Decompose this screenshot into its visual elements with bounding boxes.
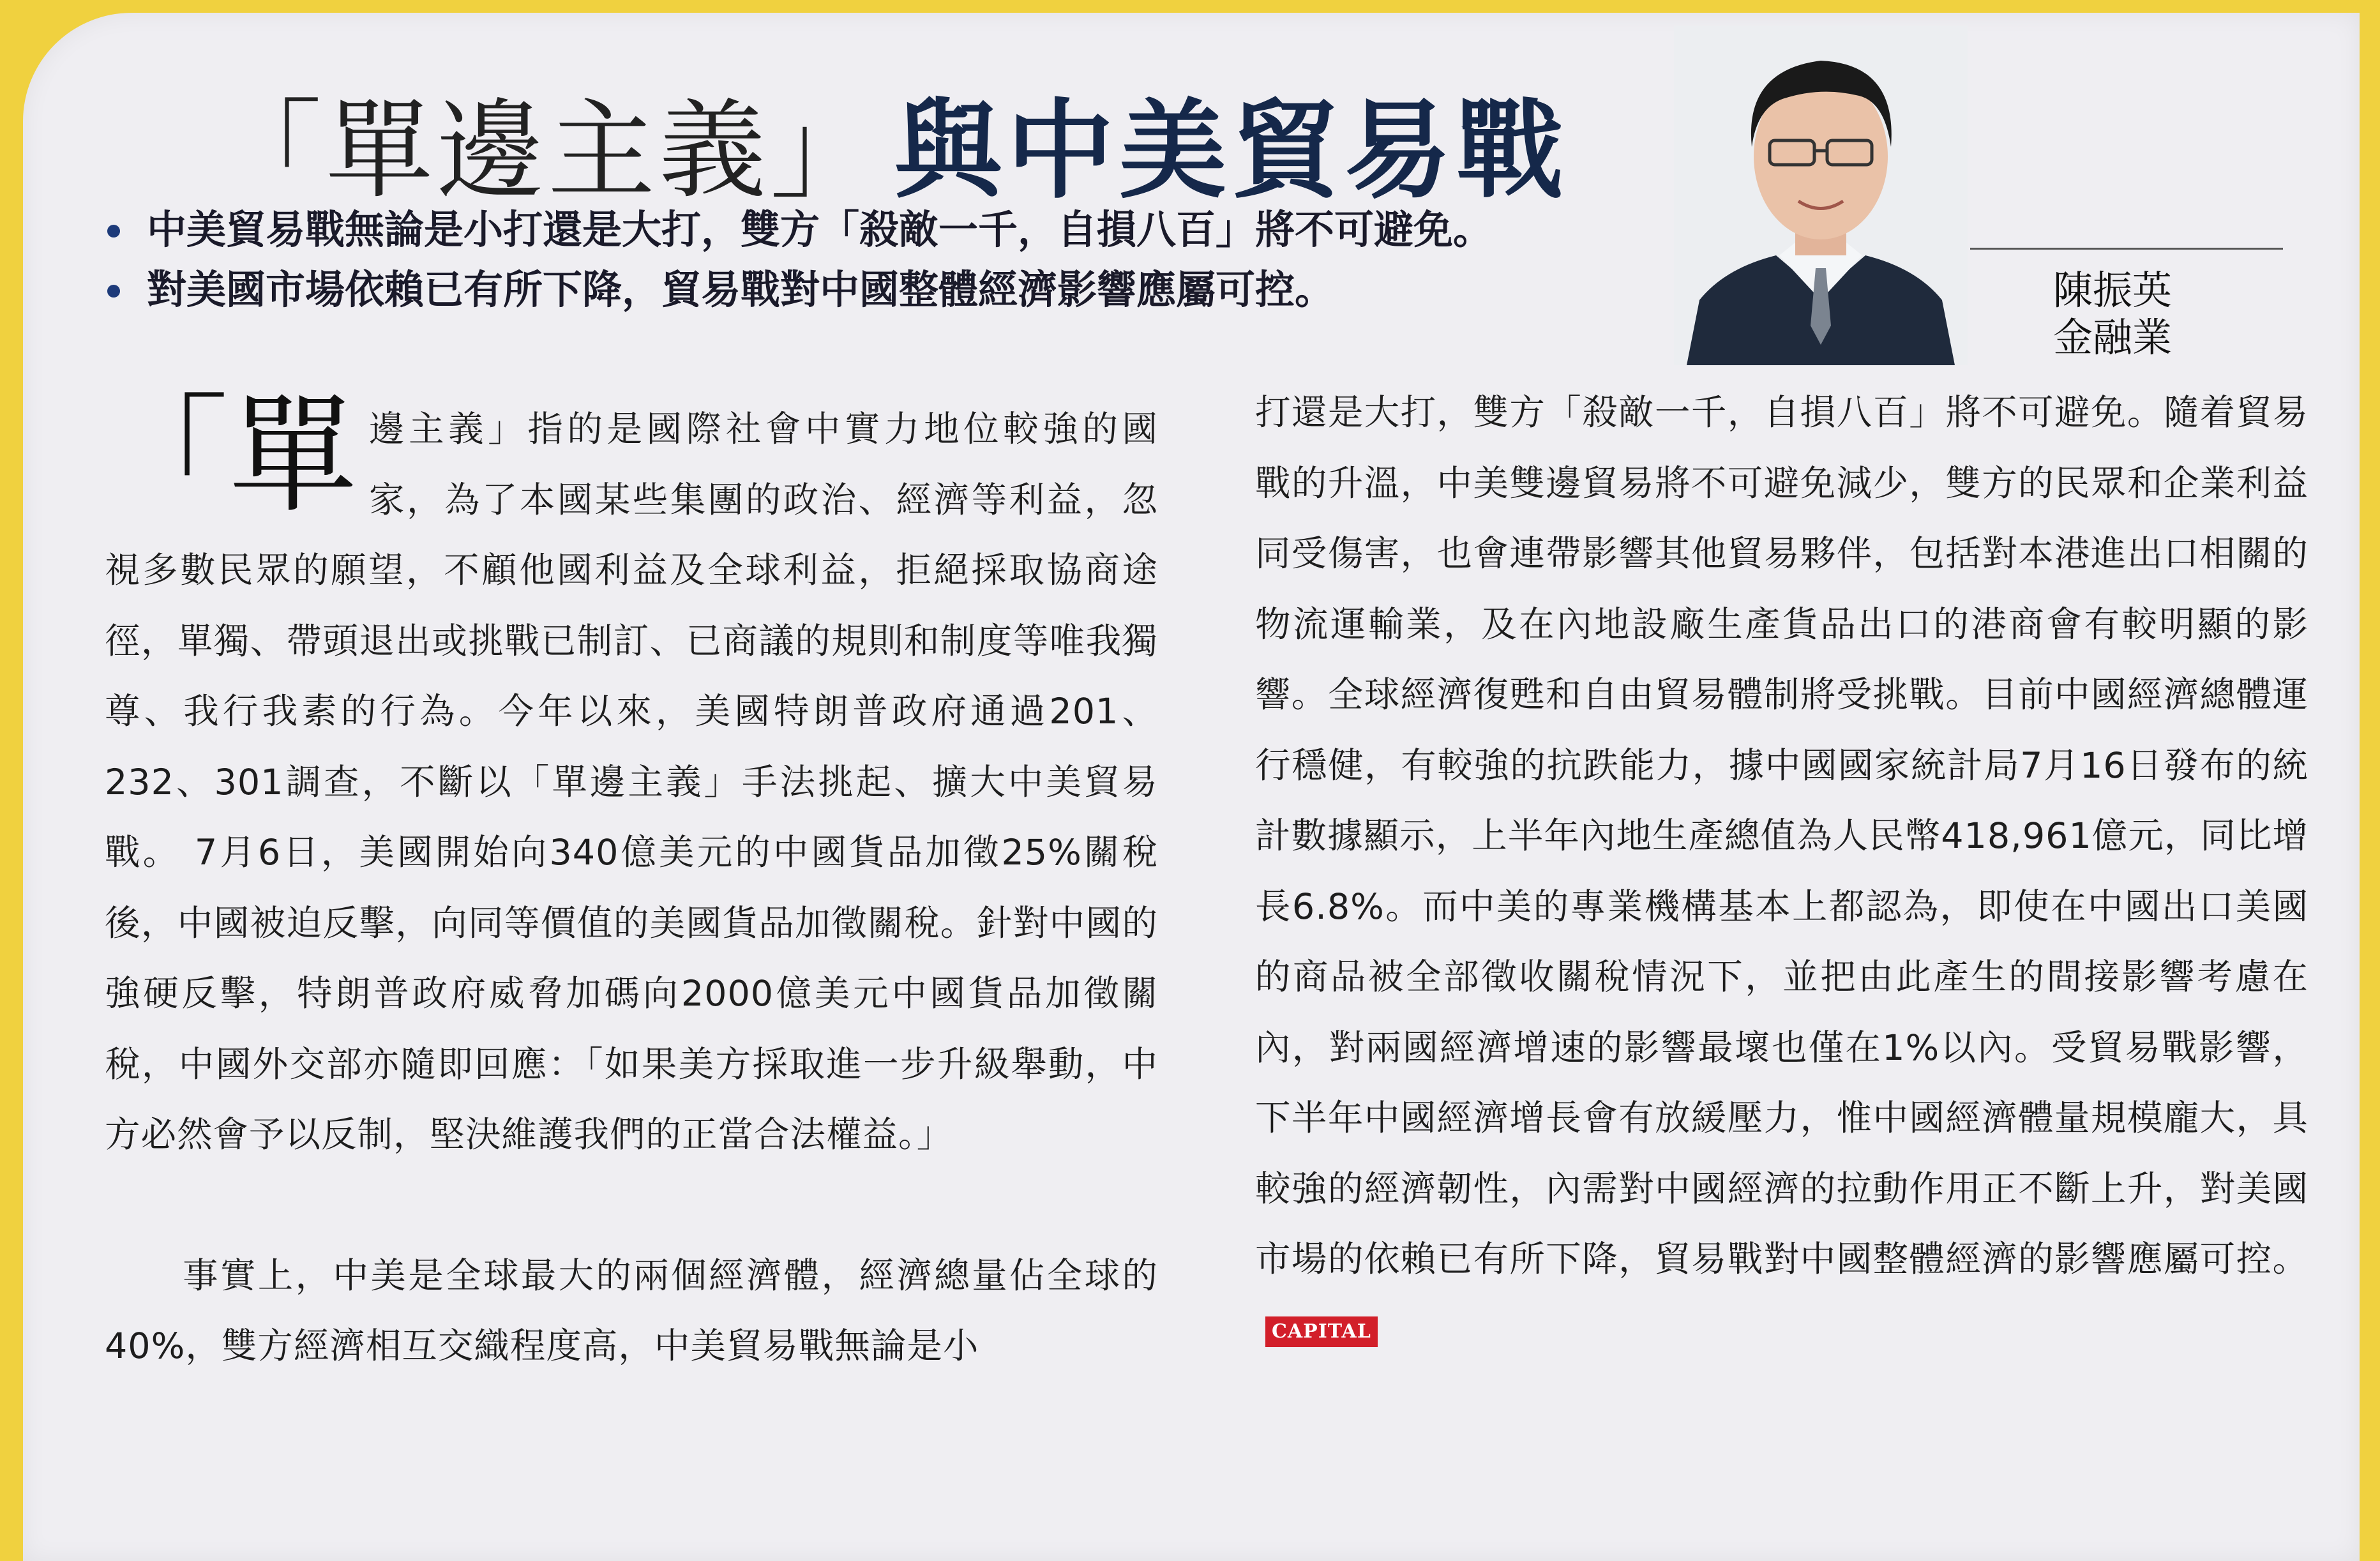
article-paragraph (1255, 378, 2308, 1366)
author-portrait (1674, 26, 1968, 365)
paragraph-text: 打還是大打，雙方「殺敵一千，自損八百」將不可避免。隨着貿易戰的升溫，中美雙邊貿易將不可避免減少，雙方的民眾和企業利益同受傷害，也會連帶影響其他貿易夥伴，包括對本港進出口相關的物流運輸業，及在內地設廠生產貨品出口的港商會有較明顯的影響。全球經濟復甦和自由貿易體制將受挑戰。目前中國經濟總體運行穩健，有較強的抗跌能力，據中國國家統計局7月16日發布的統計數據顯示，上半年內地生產總值為人民幣418,961億元，同比增長6.8%。而中美的專業機構基本上都認為，即使在中國出口美國的商品被全部徵收關稅情況下，並把由此產生的間接影響考慮在內，對兩國經濟增速的影響最壞也僅在1%以內。受貿易戰影響，下半年中國經濟增長會有放緩壓力，惟中國經濟體量規模龐大，具較強的經濟韌性，內需對中國經濟的拉動作用正不斷上升，對美國市場的依賴已有所下降，貿易戰對中國整體經濟的影響應屬可控。 (1255, 392, 2309, 1280)
paragraph-text: 邊主義」指的是國際社會中實力地位較強的國家，為了本國某些集團的政治、經濟等利益，忽視多數民眾的願望，不顧他國利益及全球利益，拒絕採取協商途徑，單獨、帶頭退出或挑戰已制訂、已商議的規則和制度等唯我獨尊、我行我素的行為。今年以來，美國特朗普政府通過201、232、301調查，不斷以「單邊主義」手法挑起、擴大中美貿易戰。 7月6日，美國開始向340億美元的中國貨品加徵25%關稅後，中國被迫反擊，向同等價值的美國貨品加徵關稅。針對中國的強硬反擊，特朗普政府威脅加碼向2000億美元中國貨品加徵關稅，中國外交部亦隨即回應：「如果美方採取進一步升級舉動，中方必然會予以反制，堅決維護我們的正當合法權益。」 (105, 409, 1158, 1156)
author-byline (2053, 267, 2172, 361)
paragraph-gap (105, 1171, 1158, 1241)
article-column-left (101, 382, 1158, 1382)
article-column-right (1255, 378, 2308, 1366)
article-paragraph (101, 382, 1158, 1171)
author-divider (1970, 248, 2283, 250)
article-paragraph: 事實上，中美是全球最大的兩個經濟體，經濟總量佔全球的40%，雙方經濟相互交織程度高，中美貿易戰無論是小 (105, 1255, 1158, 1367)
summary-bullet: 中美貿易戰無論是小打還是大打，雙方「殺敵一千，自損八百」將不可避免。 (94, 204, 1652, 255)
author-title: 金融業 (2053, 314, 2173, 361)
summary-bullets (94, 204, 1652, 324)
title-unilateralism: 「單邊主義」 (215, 88, 881, 213)
title-trade-war: 與中美貿易戰 (894, 88, 1569, 213)
magazine-page (23, 13, 2360, 1561)
summary-bullet: 對美國市場依賴已有所下降，貿易戰對中國整體經濟影響應屬可控。 (94, 264, 1652, 315)
author-name: 陳振英 (2053, 267, 2173, 313)
capital-logo: CAPITAL (1265, 1316, 1378, 1347)
drop-cap: 「單 (101, 382, 358, 531)
